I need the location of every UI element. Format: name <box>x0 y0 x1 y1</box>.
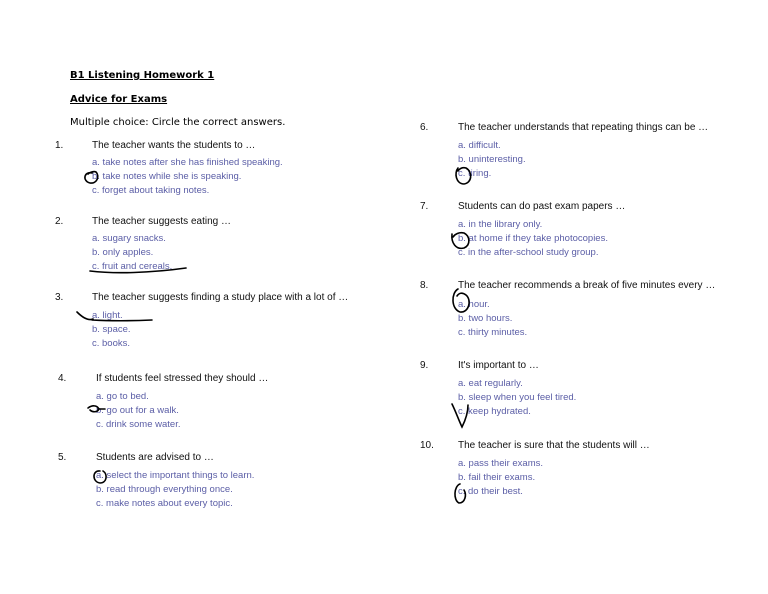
question-number: 8. <box>420 280 429 291</box>
option-c[interactable]: c. make notes about every topic. <box>96 498 233 509</box>
option-b[interactable]: b. go out for a walk. <box>96 405 179 416</box>
question-text: The teacher recommends a break of five minutes every … <box>458 280 716 291</box>
question-text: Students are advised to … <box>96 452 214 463</box>
option-b[interactable]: b. only apples. <box>92 247 154 258</box>
question-number: 5. <box>58 452 67 463</box>
option-b[interactable]: b. space. <box>92 324 131 335</box>
question-text: The teacher suggests eating … <box>92 216 231 227</box>
option-b[interactable]: b. uninteresting. <box>458 154 526 165</box>
question-number: 10. <box>420 440 434 451</box>
instructions: Multiple choice: Circle the correct answers. <box>70 117 286 128</box>
question-text: If students feel stressed they should … <box>96 373 269 384</box>
option-c[interactable]: c. thirty minutes. <box>458 327 528 338</box>
option-a[interactable]: a. hour. <box>458 299 490 310</box>
option-c[interactable]: c. books. <box>92 338 131 349</box>
question-number: 2. <box>55 216 64 227</box>
question-number: 9. <box>420 360 429 371</box>
option-a[interactable]: a. light. <box>92 310 123 321</box>
question-text: The teacher is sure that the students will … <box>458 440 650 451</box>
option-a[interactable]: a. sugary snacks. <box>92 233 166 244</box>
question-number: 3. <box>55 292 64 303</box>
question-number: 4. <box>58 373 67 384</box>
option-b[interactable]: b. two hours. <box>458 313 513 324</box>
option-c[interactable]: c. tiring. <box>458 168 492 179</box>
question-text: The teacher suggests finding a study place with a lot of … <box>92 292 349 303</box>
option-b[interactable]: b. take notes while she is speaking. <box>92 171 242 182</box>
option-c[interactable]: c. do their best. <box>458 486 523 497</box>
worksheet-title: B1 Listening Homework 1 <box>70 70 215 81</box>
question-text: The teacher understands that repeating things can be … <box>458 122 709 133</box>
option-c[interactable]: c. keep hydrated. <box>458 406 531 417</box>
option-a[interactable]: a. take notes after she has finished speaking. <box>92 157 283 168</box>
option-a[interactable]: a. difficult. <box>458 140 501 151</box>
question-text: It's important to … <box>458 360 539 371</box>
option-a[interactable]: a. pass their exams. <box>458 458 544 469</box>
option-a[interactable]: a. go to bed. <box>96 391 149 402</box>
option-a[interactable]: a. in the library only. <box>458 219 543 230</box>
question-number: 1. <box>55 140 64 151</box>
option-b[interactable]: b. sleep when you feel tired. <box>458 392 577 403</box>
question-number: 7. <box>420 201 429 212</box>
option-c[interactable]: c. drink some water. <box>96 419 181 430</box>
question-number: 6. <box>420 122 429 133</box>
option-a[interactable]: a. eat regularly. <box>458 378 523 389</box>
option-c[interactable]: c. in the after-school study group. <box>458 247 599 258</box>
question-text: The teacher wants the students to … <box>92 140 256 151</box>
option-a[interactable]: a. select the important things to learn. <box>96 470 255 481</box>
option-b[interactable]: b. read through everything once. <box>96 484 233 495</box>
option-c[interactable]: c. forget about taking notes. <box>92 185 210 196</box>
option-b[interactable]: b. at home if they take photocopies. <box>458 233 608 244</box>
question-text: Students can do past exam papers … <box>458 201 626 212</box>
option-b[interactable]: b. fail their exams. <box>458 472 536 483</box>
option-c[interactable]: c. fruit and cereals. <box>92 261 173 272</box>
worksheet-subtitle: Advice for Exams <box>70 94 168 105</box>
